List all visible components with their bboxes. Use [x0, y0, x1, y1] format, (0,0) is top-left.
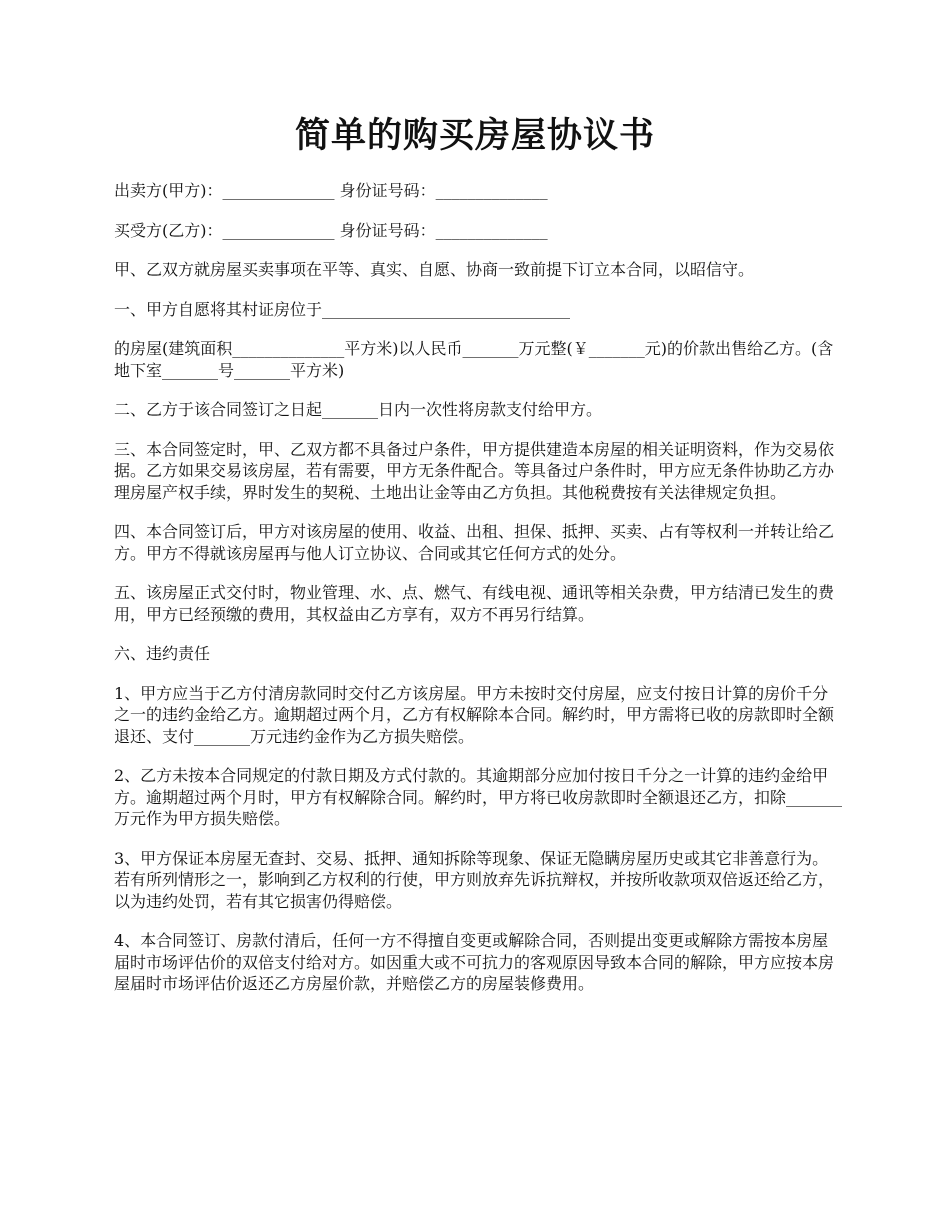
clause-2-payment: 二、乙方于该合同签订之日起_______日内一次性将房款支付给甲方。 — [114, 400, 603, 419]
clause-1-price: 的房屋(建筑面积______________平方米)以人民币_______万元整(￥_______元)的价款出售给乙方。(含地下室_______号_______平方米) — [114, 339, 834, 380]
document-body — [114, 180, 844, 1013]
breach-item-2: 2、乙方未按本合同规定的付款日期及方式付款的。其逾期部分应加付按日千分之一计算的违约金给甲方。逾期超过两个月时，甲方有权解除合同。解约时，甲方将已收房款即时全额退还乙方，扣除_______万元作为甲方损失赔偿。 — [114, 766, 843, 828]
buyer-line: 买受方(乙方)：______________ 身份证号码：______________ — [114, 220, 548, 240]
clause-4-rights: 四、本合同签订后，甲方对该房屋的使用、收益、出租、担保、抵押、买卖、占有等权利一并转让给乙方。甲方不得就该房屋再与他人订立协议、合同或其它任何方式的处分。 — [114, 522, 835, 563]
document-title: 简单的购买房屋协议书 — [294, 115, 655, 156]
breach-item-3: 3、甲方保证本房屋无查封、交易、抵押、通知拆除等现象、保证无隐瞒房屋历史或其它非善意行为。若有所列情形之一，影响到乙方权利的行使，甲方则放弃先诉抗辩权，并按所收款项双倍返还给乙方，以为违约处罚，若有其它损害仍得赔偿。 — [114, 848, 835, 911]
clause-5-delivery: 五、该房屋正式交付时，物业管理、水、点、燃气、有线电视、通讯等相关杂费，甲方结清已发生的费用，甲方已经预缴的费用，其权益由乙方享有，双方不再另行结算。 — [114, 583, 835, 624]
clause-3-transfer: 三、本合同签定时，甲、乙双方都不具备过户条件，甲方提供建造本房屋的相关证明资料，作为交易依据。乙方如果交易该房屋，若有需要，甲方无条件配合。等具备过户条件时，甲方应无条件协助乙方办理房屋产权手续，界时发生的契税、土地出让金等由乙方负担。其他税费按有关法律规定负担。 — [114, 439, 835, 502]
preamble-paragraph: 甲、乙双方就房屋买卖事项在平等、真实、自愿、协商一致前提下订立本合同，以昭信守。 — [114, 260, 755, 279]
clause-1-location: 一、甲方自愿将其村证房位于_______________________________ — [114, 299, 571, 319]
seller-line: 出卖方(甲方)：______________ 身份证号码：______________ — [114, 181, 548, 200]
breach-item-1: 1、甲方应当于乙方付清房款同时交付乙方该房屋。甲方未按时交付房屋，应支付按日计算的房价千分之一的违约金给乙方。逾期超过两个月，乙方有权解除本合同。解约时，甲方需将已收的房款即时全额退还、支付_______万元违约金作为乙方损失赔偿。 — [114, 683, 835, 746]
clause-6-heading: 六、违约责任 — [114, 644, 211, 663]
breach-item-4: 4、本合同签订、房款付清后，任何一方不得擅自变更或解除合同，否则提出变更或解除方需按本房屋届时市场评估价的双倍支付给对方。如因重大或不可抗力的客观原因导致本合同的解除，甲方应按本房屋届时市场评估价返还乙方房屋价款，并赔偿乙方的房屋装修费用。 — [114, 931, 835, 993]
